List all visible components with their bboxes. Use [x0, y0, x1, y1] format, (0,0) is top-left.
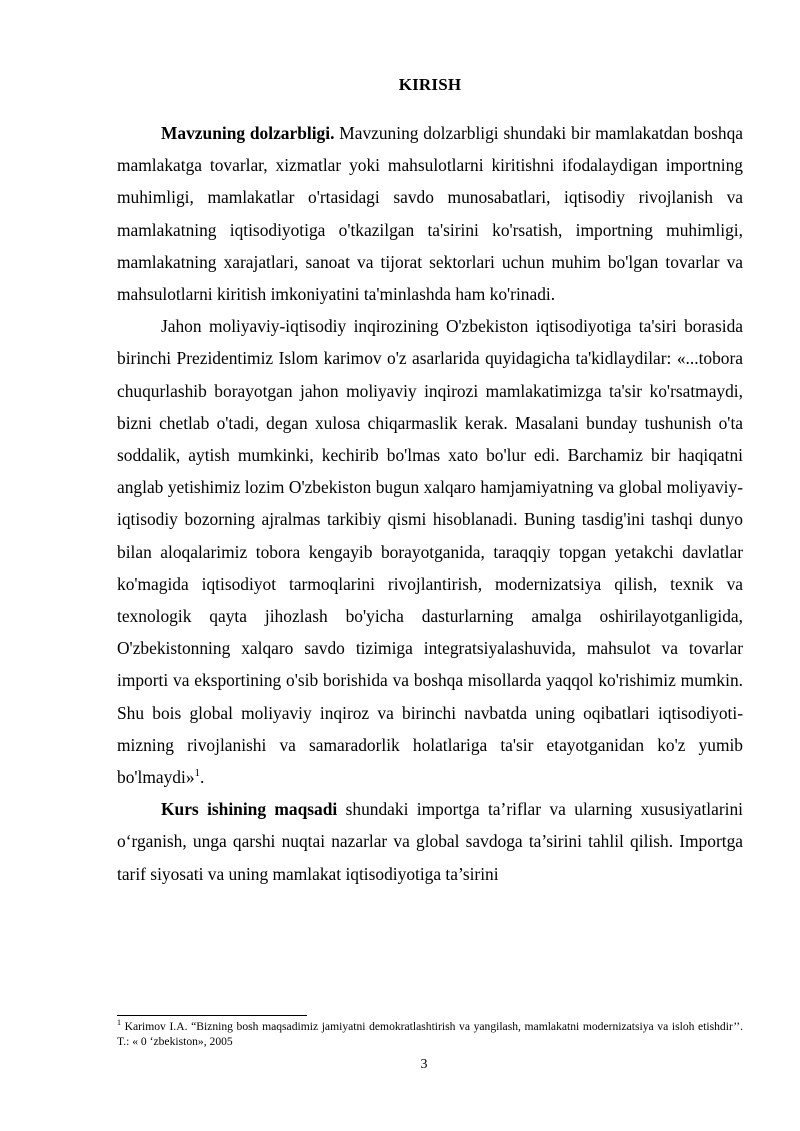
relevance-lead: Mavzuning dolzarbligi. — [161, 123, 335, 143]
footnote-reference[interactable]: 1 — [194, 767, 201, 780]
footnote-text: Karimov I.A. “Bizning bosh maqsadimiz jamiyatni demokratlashtirish va yangilash, mamlakatni modernizatsiya va isloh etishdir’’. T.: « 0 ‘zbekiston», 2005 — [117, 1020, 743, 1048]
relevance-text: Mavzuning dolzarbligi shundaki bir mamlakatdan boshqa mamlakatga tovarlar, xizmatlar yoki mahsulotlarni kiritishni ifodalaydigan importning muhimligi, mamlakatlar o'rtasidagi savdo munosabatlari, iqtisodiy rivojlanish va mamlakatning iqtisodiyotiga o'tkazilgan ta'sirini ko'rsatish, importning muhimligi, mamlakatning xarajatlari, sanoat va tijorat sektorlari uchun muhim bo'lgan tovarlar va mahsulotlarni kiritish imkoniyatini ta'minlashda ham ko'rinadi. — [117, 123, 743, 305]
footnote — [117, 1019, 743, 1049]
body-text — [117, 117, 743, 890]
paragraph-relevance — [117, 117, 743, 310]
page-number: 3 — [420, 1057, 428, 1072]
paragraph-quote — [117, 310, 743, 793]
quote-end: . — [200, 767, 205, 788]
goal-text: shundaki importga ta’riflar va ularning xususiyatlarini o‘rganish, unga qarshi nuqtai nazarlar va global savdoga ta’sirini tahlil qilish. Importga tarif siyosati va uning mamlakat iqtisodiyotiga ta’sirini — [117, 799, 743, 884]
paragraph-goal — [117, 793, 743, 890]
section-heading: KIRISH — [398, 75, 462, 94]
footnote-mark: 1 — [117, 1018, 121, 1028]
goal-lead: Kurs ishining maqsadi — [161, 799, 338, 820]
quote-text: Jahon moliyaviy-iqtisodiy inqirozining O'zbekiston iqtisodiyotiga ta'siri borasida birinchi Prezidentimiz Islom karimov o'z asarlarida quyidagicha ta'kidlaydilar: «...tobora chuqurlashib borayotgan jahon moliyaviy inqirozi mamlakatimizga ta'sir ko'rsatmaydi, bizni chetlab o'tadi, degan xulosa chiqarmaslik kerak. Masalani bunday tushunish o'ta soddalik, aytish mumkinki, kechirib bo'lmas xato bo'lur edi. Barchamiz bir haqiqatni anglab yetishimiz lozim O'zbekiston bugun xalqaro hamjamiyatning va global moliyaviy-iqtisodiy bozorning ajralmas tarkibiy qismi hisoblanadi. Buning tasdig'ini tashqi dunyo bilan aloqalarimiz tobora kengayib borayotganida, taraqqiy topgan yetakchi davlatlar ko'magida iqtisodiyot tarmoqlarini rivojlantirish, modernizatsiya qilish, texnik va texnologik qayta jihozlash bo'yicha dasturlarning amalga oshirilayotganligida, O'zbekistonning xalqaro savdo tizimiga integratsiyalashuvida, mahsulot va tovarlar importi va eksportining o'sib borishida va boshqa misollarda yaqqol ko'rishimiz mumkin. Shu bois global moliyaviy inqiroz va birinchi navbatda uning oqibatlari iqtisodiyoti- mizning rivojlanishi va samaradorlik holatlariga ta'sir etayotganidan ko'z yumib bo'lmaydi» — [117, 316, 743, 788]
footnote-separator — [117, 1015, 307, 1016]
